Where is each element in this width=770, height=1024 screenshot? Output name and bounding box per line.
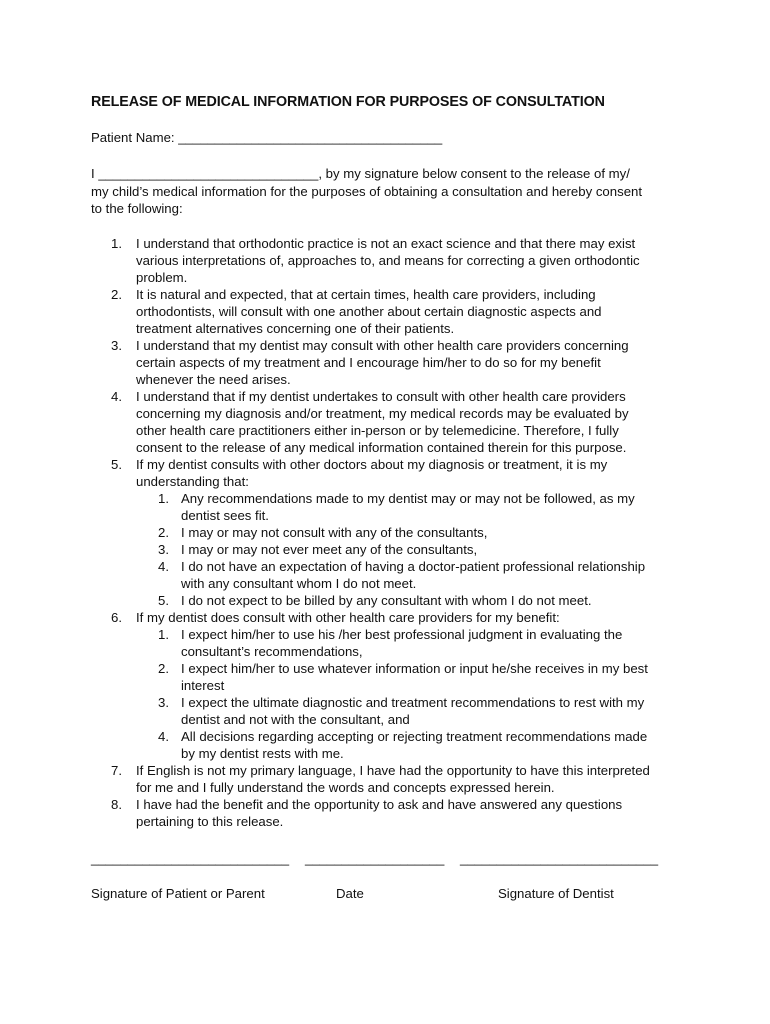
consent-line: I ______________________________, by my signature below consent to the release of my/: [91, 166, 630, 181]
list-item-text: whenever the need arises.: [136, 372, 291, 387]
document-title: RELEASE OF MEDICAL INFORMATION FOR PURPOSES OF CONSULTATION: [91, 94, 605, 110]
list-item: [91, 337, 691, 388]
sub-list-item: [91, 524, 691, 541]
sub-list-item-text: I expect the ultimate diagnostic and treatment recommendations to rest with my: [181, 695, 645, 710]
sub-list-item: [91, 660, 691, 694]
list-item-text: pertaining to this release.: [136, 814, 284, 829]
list-item-text: problem.: [136, 270, 188, 285]
sub-list-item: [91, 490, 691, 524]
sub-list-item-text: by my dentist rests with me.: [181, 746, 344, 761]
sub-list-item-text: Any recommendations made to my dentist may or may not be followed, as my: [181, 491, 635, 506]
list-item-text: It is natural and expected, that at certain times, health care providers, including: [136, 287, 596, 302]
list-item-text: orthodontists, will consult with one another about certain diagnostic aspects and: [136, 304, 602, 319]
date-signature-line: ___________________: [305, 851, 445, 866]
list-item-number: 5.: [111, 457, 122, 472]
list-item-number: 8.: [111, 797, 122, 812]
list-item: [91, 609, 691, 626]
list-item-text: I understand that if my dentist undertakes to consult with other health care providers: [136, 389, 626, 404]
list-item: [91, 286, 691, 337]
list-item-text: If my dentist does consult with other health care providers for my benefit:: [136, 610, 560, 625]
list-item-text: for me and I fully understand the words and concepts expressed herein.: [136, 780, 555, 795]
terms-list: [91, 235, 691, 830]
sub-list-item-number: 5.: [158, 593, 169, 608]
sub-list-item-number: 4.: [158, 559, 169, 574]
list-item-number: 6.: [111, 610, 122, 625]
list-item-number: 2.: [111, 287, 122, 302]
sub-list-item-text: interest: [181, 678, 225, 693]
list-item-text: If English is not my primary language, I have had the opportunity to have this interpreted: [136, 763, 650, 778]
list-item: [91, 456, 691, 490]
list-item-number: 4.: [111, 389, 122, 404]
sub-list-item-text: I may or may not consult with any of the consultants,: [181, 525, 488, 540]
sub-list-item: [91, 558, 691, 592]
sub-list-item-number: 2.: [158, 661, 169, 676]
sub-list-item: [91, 592, 691, 609]
sub-list-item-text: dentist sees fit.: [181, 508, 269, 523]
sub-list-item-number: 1.: [158, 627, 169, 642]
list-item-text: certain aspects of my treatment and I encourage him/her to do so for my benefit: [136, 355, 601, 370]
date-label: Date: [336, 886, 364, 901]
dentist-signature-line: ___________________________: [460, 851, 659, 866]
sub-list-item-number: 2.: [158, 525, 169, 540]
consent-statement: [91, 165, 676, 218]
sub-list-item-text: I expect him/her to use whatever information or input he/she receives in my best: [181, 661, 648, 676]
sub-list-item: [91, 541, 691, 558]
list-item-text: I understand that my dentist may consult with other health care providers concerning: [136, 338, 629, 353]
sub-list-item-text: consultant’s recommendations,: [181, 644, 363, 659]
list-item: [91, 762, 691, 796]
list-item-text: concerning my diagnosis and/or treatment, my medical records may be evaluated by: [136, 406, 629, 421]
sub-list-item: [91, 728, 691, 762]
patient-signature-label: Signature of Patient or Parent: [91, 886, 265, 901]
sub-list-item-text: dentist and not with the consultant, and: [181, 712, 410, 727]
list-item-text: understanding that:: [136, 474, 249, 489]
sub-list-item-number: 4.: [158, 729, 169, 744]
list-item-text: I have had the benefit and the opportunity to ask and have answered any questions: [136, 797, 623, 812]
dentist-signature-label: Signature of Dentist: [498, 886, 614, 901]
list-item-text: I understand that orthodontic practice is not an exact science and that there may exist: [136, 236, 636, 251]
sub-list-item-number: 3.: [158, 695, 169, 710]
sub-list-item: [91, 694, 691, 728]
consent-line: to the following:: [91, 201, 183, 216]
sub-list-item-text: I expect him/her to use his /her best professional judgment in evaluating the: [181, 627, 623, 642]
patient-name-field: Patient Name: ____________________________________: [91, 130, 443, 145]
list-item-number: 7.: [111, 763, 122, 778]
list-item: [91, 796, 691, 830]
list-item-number: 1.: [111, 236, 122, 251]
sub-list-item-text: All decisions regarding accepting or rejecting treatment recommendations made: [181, 729, 648, 744]
sub-list-item-text: I do not have an expectation of having a doctor-patient professional relationship: [181, 559, 646, 574]
sub-list-item-text: with any consultant whom I do not meet.: [181, 576, 417, 591]
sub-list-item-number: 3.: [158, 542, 169, 557]
list-item: [91, 388, 691, 456]
patient-signature-line: ___________________________: [91, 851, 290, 866]
list-item-text: various interpretations of, approaches to, and means for correcting a given orthodontic: [136, 253, 640, 268]
list-item-text: consent to the release of any medical information contained therein for this purpose.: [136, 440, 627, 455]
sub-list-item: [91, 626, 691, 660]
sub-list-item-text: I may or may not ever meet any of the consultants,: [181, 542, 478, 557]
consent-line: my child’s medical information for the purposes of obtaining a consultation and hereby consent: [91, 183, 643, 199]
sub-list-item-number: 1.: [158, 491, 169, 506]
sub-list-item-text: I do not expect to be billed by any consultant with whom I do not meet.: [181, 593, 592, 608]
list-item: [91, 235, 691, 286]
list-item-text: treatment alternatives concerning one of their patients.: [136, 321, 455, 336]
list-item-text: other health care practitioners either in-person or by telemedicine. Therefore, I fully: [136, 423, 619, 438]
list-item-text: If my dentist consults with other doctors about my diagnosis or treatment, it is my: [136, 457, 608, 472]
list-item-number: 3.: [111, 338, 122, 353]
